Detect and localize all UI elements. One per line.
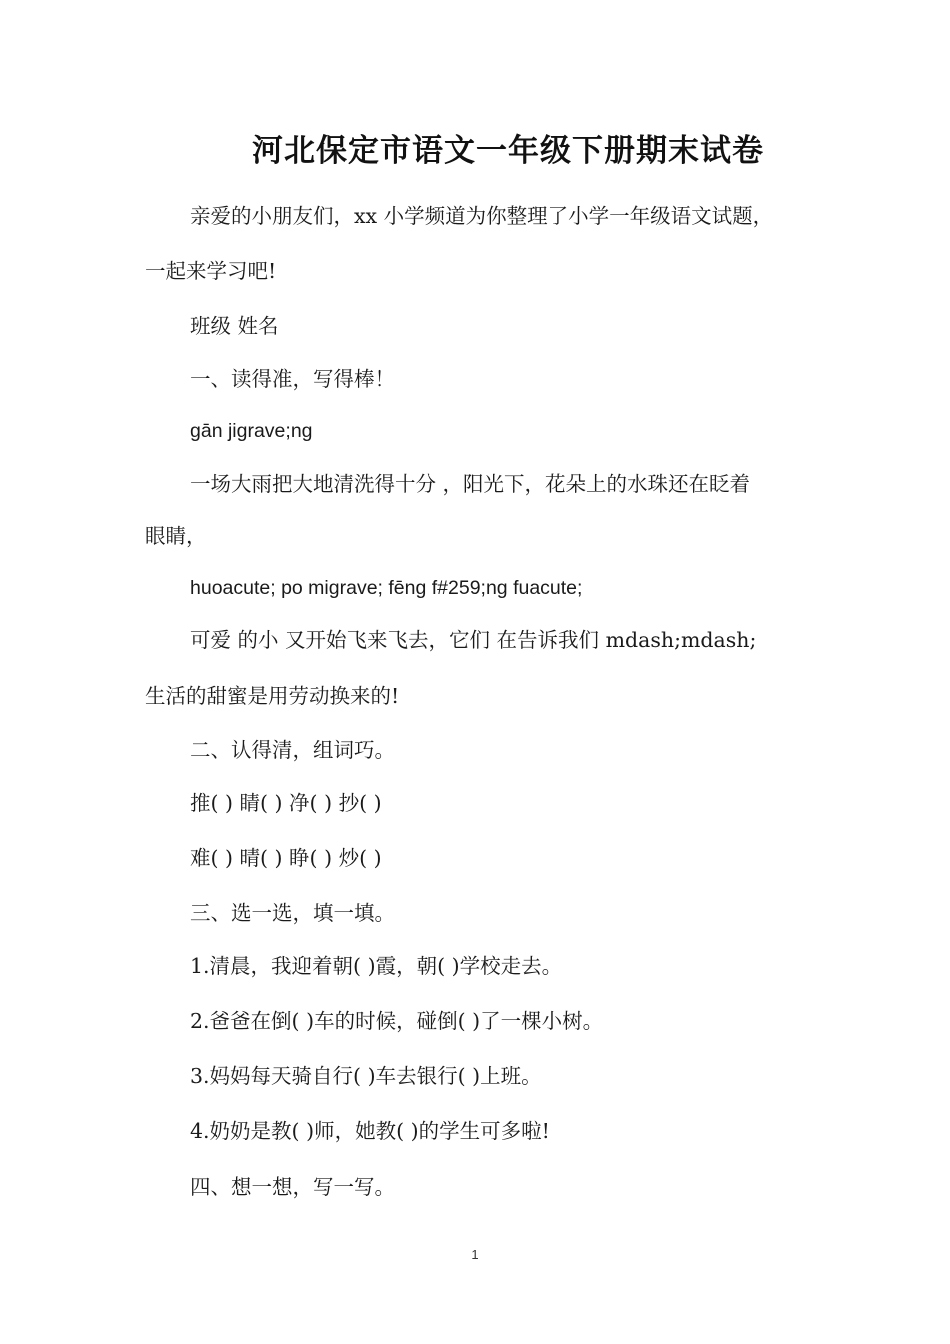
word-group-row-2: 难( ) 晴( ) 睁( ) 炒( ) [190,846,382,870]
question-4: 4.奶奶是教( )师，她教( )的学生可多啦! [190,1119,550,1143]
question-1: 1.清晨，我迎着朝( )霞，朝( )学校走去。 [190,954,563,978]
section-3-heading: 三、选一选，填一填。 [190,901,395,925]
passage-line-4: 生活的甜蜜是用劳动换来的! [145,684,400,708]
pinyin-line-1: gān jigrave;ng [190,420,313,442]
passage-line-1: 一场大雨把大地清洗得十分 ，阳光下，花朵上的水珠还在眨着 [190,472,751,496]
section-2-heading: 二、认得清，组词巧。 [190,738,395,762]
passage-line-2: 眼睛， [145,524,207,548]
page-number: 1 [471,1247,479,1262]
pinyin-line-2: huoacute; po migrave; fēng f#259;ng fuacute; [190,577,583,599]
passage-line-3: 可爱 的小 又开始飞来飞去，它们 在告诉我们 mdash;mdash; [190,628,757,652]
question-3: 3.妈妈每天骑自行( )车去银行( )上班。 [190,1064,542,1088]
section-1-heading: 一、读得准，写得棒！ [190,367,395,391]
document-title: 河北保定市语文一年级下册期末试卷 [252,133,764,169]
intro-line-1: 亲爱的小朋友们，xx 小学频道为你整理了小学一年级语文试题， [190,204,774,228]
section-4-heading: 四、想一想，写一写。 [190,1175,395,1199]
question-2: 2.爸爸在倒( )车的时候，碰倒( )了一棵小树。 [190,1009,604,1033]
class-name-line: 班级 姓名 [190,314,279,338]
intro-line-2: 一起来学习吧! [145,259,277,283]
word-group-row-1: 推( ) 睛( ) 净( ) 抄( ) [190,791,382,815]
